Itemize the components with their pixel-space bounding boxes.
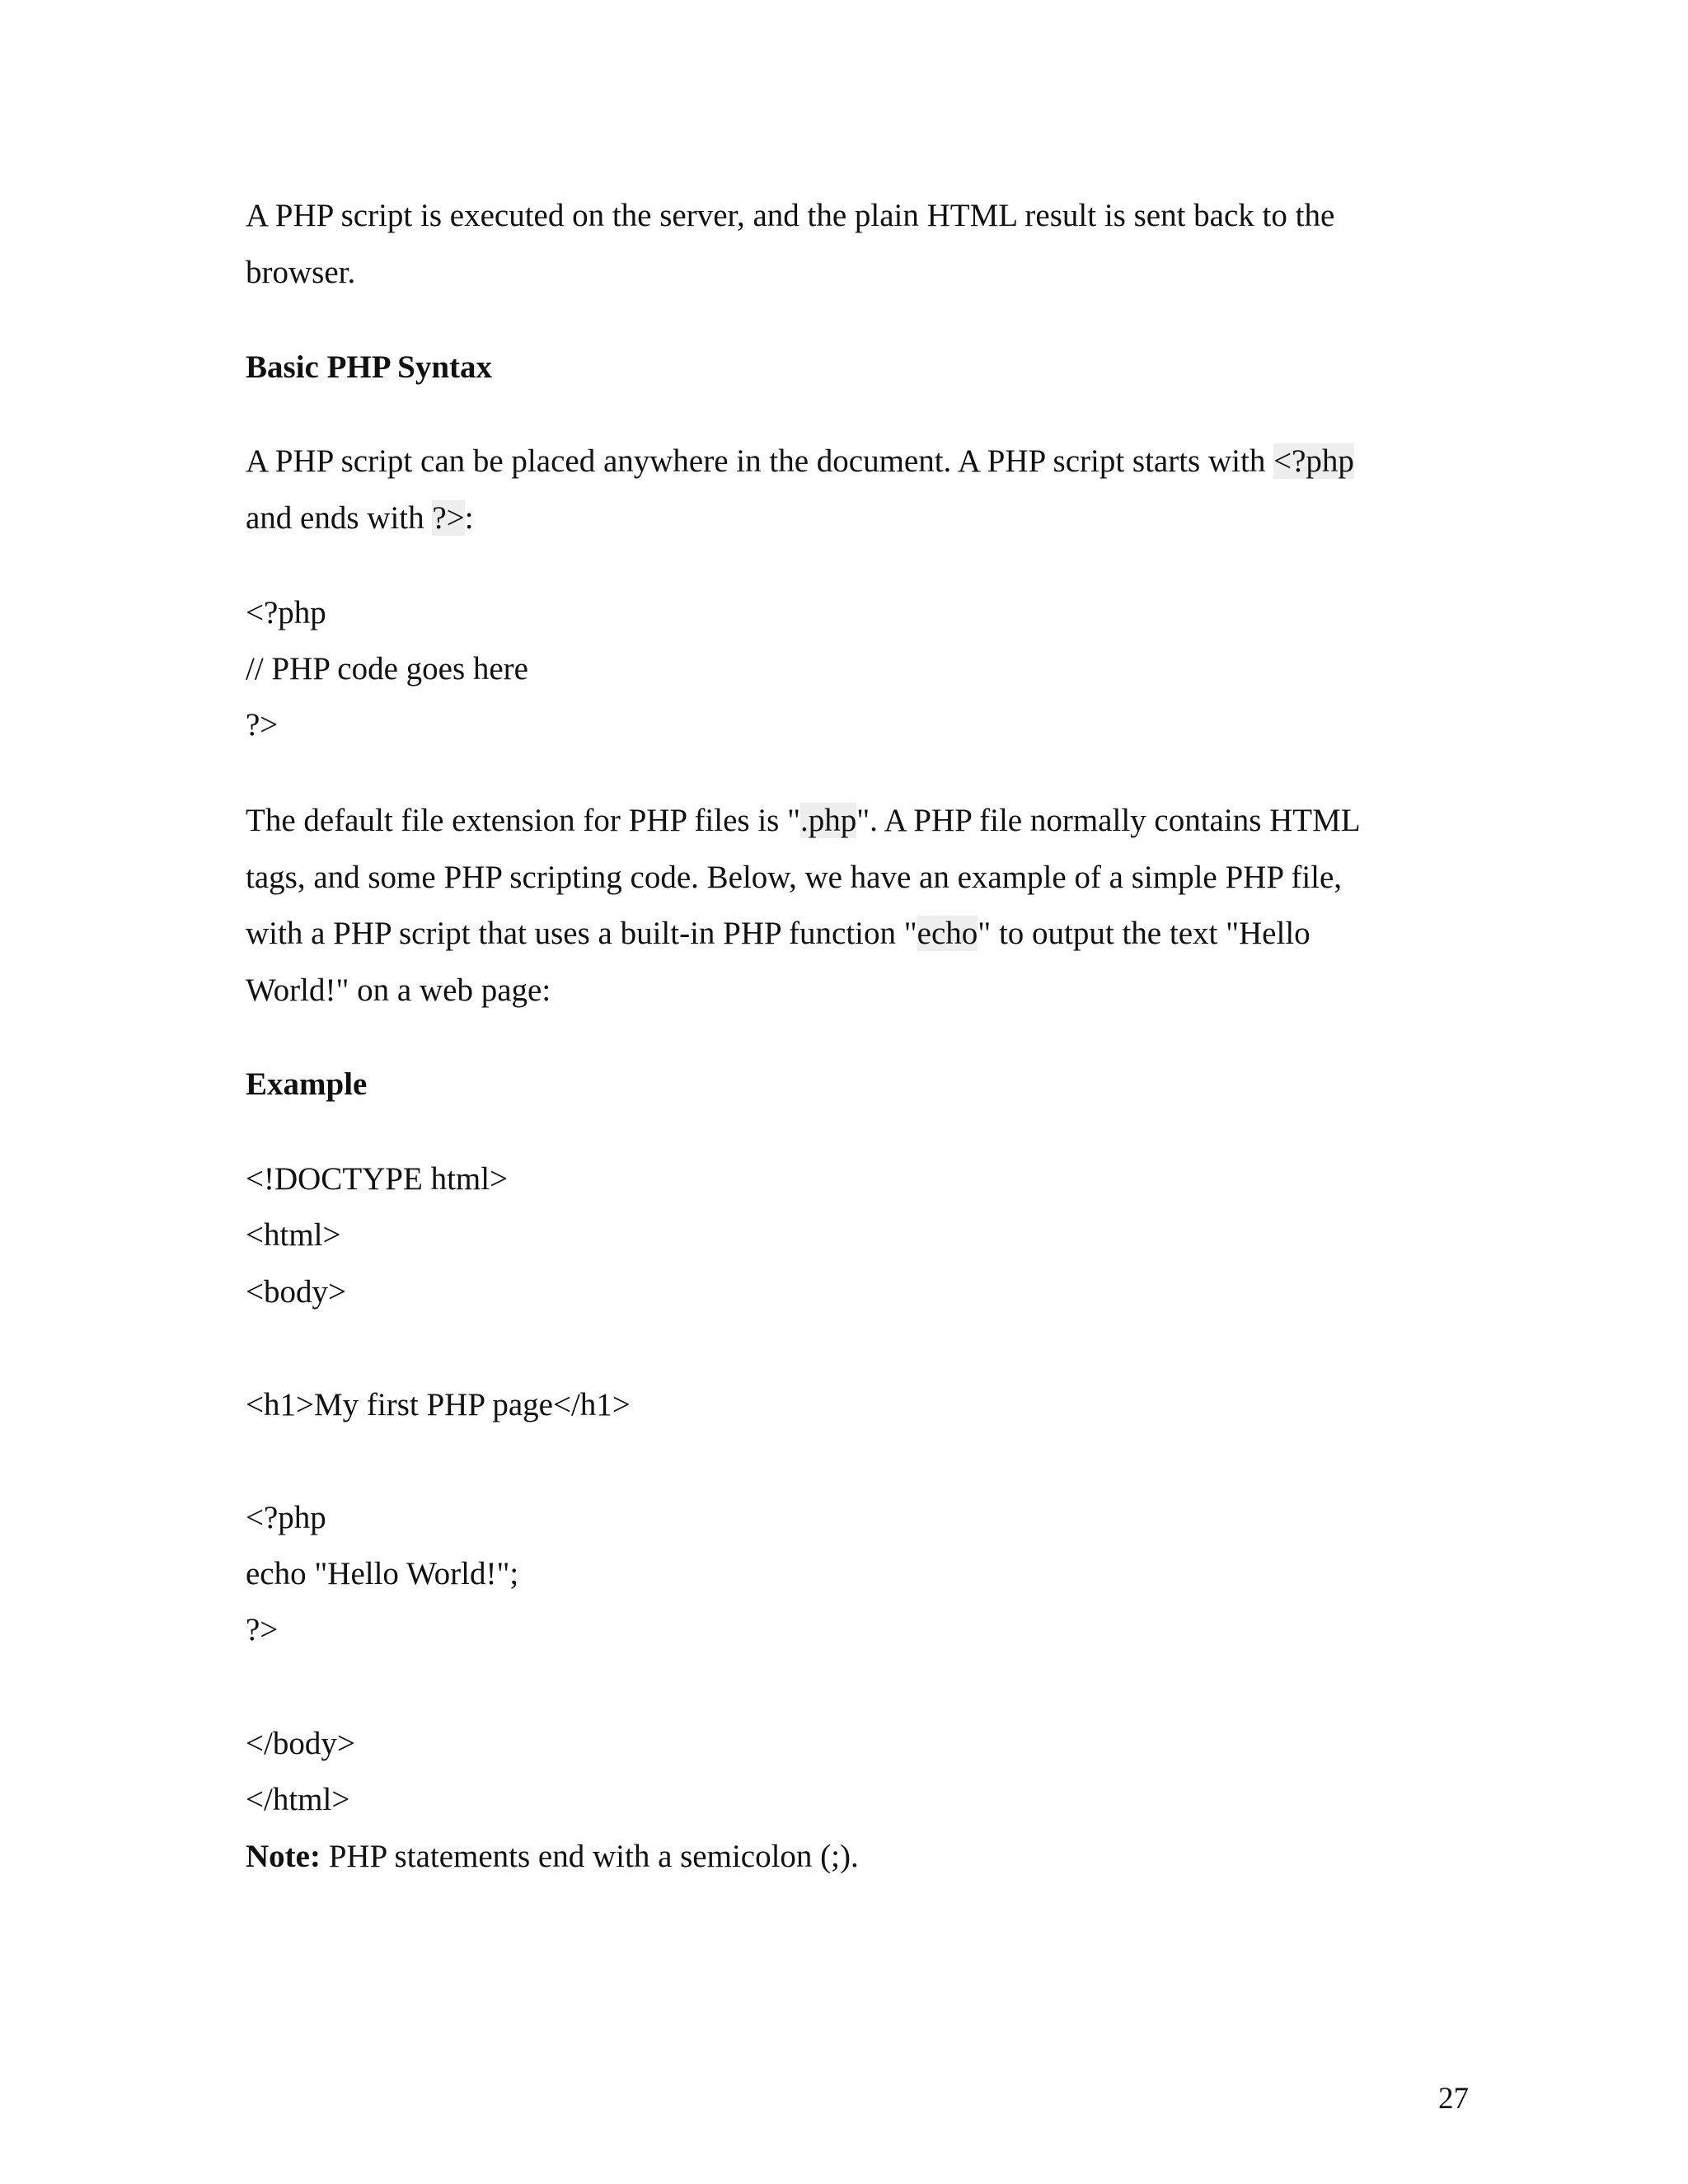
code-line: ?> <box>246 1612 279 1647</box>
syntax-line-1 <box>246 445 1354 477</box>
extension-line-3-pre: with a PHP script that uses a built-in PHP function " <box>246 916 917 951</box>
note-line <box>246 1840 859 1872</box>
code-line: <!DOCTYPE html> <box>246 1161 509 1197</box>
code-line: </html> <box>246 1782 350 1817</box>
section-heading: Basic PHP Syntax <box>246 349 493 385</box>
code-line: <h1>My first PHP page</h1> <box>246 1387 631 1422</box>
syntax-line-2-text: and ends with <box>246 500 433 536</box>
inline-code-php-ext: .php <box>800 803 857 838</box>
note-text: PHP statements end with a semicolon (;). <box>320 1839 859 1874</box>
extension-line-3-post: " to output the text "Hello <box>978 916 1311 951</box>
extension-line-4: World!" on a web page: <box>246 972 551 1008</box>
code-line: <body> <box>246 1274 346 1310</box>
extension-line-1-pre: The default file extension for PHP files is " <box>246 803 800 838</box>
extension-line-2: tags, and some PHP scripting code. Below, we have an example of a simple PHP file, <box>246 860 1343 895</box>
code-line: <html> <box>246 1217 341 1253</box>
code-line: </body> <box>246 1726 355 1761</box>
code-line: echo "Hello World!"; <box>246 1556 519 1591</box>
intro-line-2: browser. <box>246 255 356 290</box>
intro-line-1: A PHP script is executed on the server, and the plain HTML result is sent back to the <box>246 198 1335 233</box>
example-heading: Example <box>246 1066 368 1102</box>
code-line: <?php <box>246 1500 326 1535</box>
extension-line-1 <box>246 804 1361 837</box>
note-label: Note: <box>246 1839 321 1874</box>
code-line: // PHP code goes here <box>246 651 528 687</box>
extension-line-3 <box>246 917 1311 949</box>
inline-code-php-open: <?php <box>1273 443 1354 479</box>
syntax-line-2 <box>246 502 474 534</box>
syntax-line-1-text: A PHP script can be placed anywhere in the document. A PHP script starts with <box>246 443 1274 479</box>
code-line: ?> <box>246 707 279 743</box>
inline-code-echo: echo <box>917 916 978 951</box>
code-line: <?php <box>246 595 326 630</box>
page-number: 27 <box>1438 2082 1469 2116</box>
extension-line-1-post: ". A PHP file normally contains HTML <box>856 803 1361 838</box>
syntax-line-2-end: : <box>464 500 474 536</box>
inline-code-php-close: ?> <box>432 500 465 536</box>
